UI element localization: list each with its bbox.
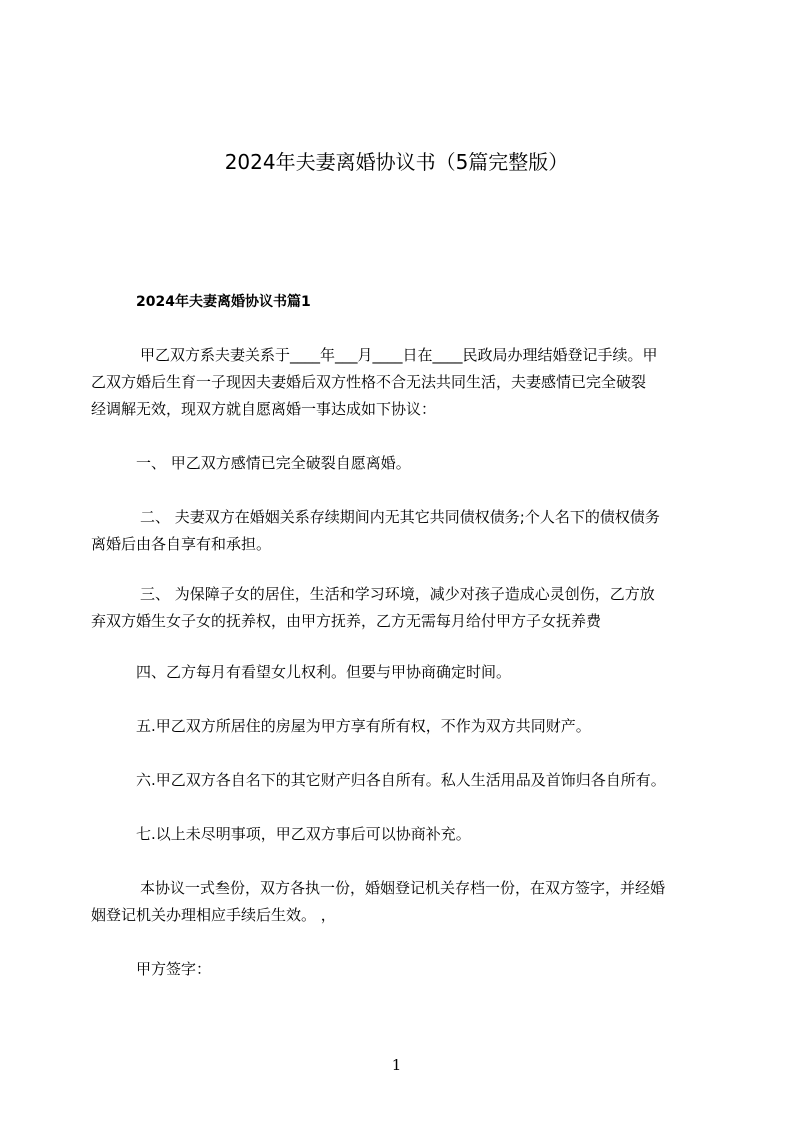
clause-3-line-2: 弃双方婚生女子女的抚养权，由甲方抚养，乙方无需每月给付甲方子女抚养费: [91, 612, 602, 630]
clause-3-line-1: 三、 为保障子女的居住，生活和学习环境，减少对孩子造成心灵创伤，乙方放: [140, 585, 655, 603]
intro-line-1: 甲乙双方系夫妻关系于____年___月____日在____民政局办理结婚登记手续。甲: [140, 346, 658, 364]
clause-5: 五.甲乙双方所居住的房屋为甲方享有所有权，不作为双方共同财产。: [136, 717, 591, 735]
document-title: 2024年夫妻离婚协议书（5篇完整版）: [224, 150, 569, 174]
page-number: 1: [391, 1056, 402, 1074]
closing-line-2: 姻登记机关办理相应手续后生效。 ，: [91, 906, 336, 924]
signature-label: 甲方签字：: [136, 960, 212, 978]
intro-line-2: 乙双方婚后生育一子现因夫妻婚后双方性格不合无法共同生活，夫妻感情已完全破裂: [91, 373, 647, 391]
clause-7: 七.以上未尽明事项，甲乙双方事后可以协商补充。: [136, 825, 471, 843]
clause-1: 一、 甲乙双方感情已完全破裂自愿离婚。: [136, 454, 411, 472]
clause-6: 六.甲乙双方各自名下的其它财产归各自所有。私人生活用品及首饰归各自所有。: [136, 771, 666, 789]
clause-2-line-2: 离婚后由各自享有和承担。: [91, 535, 272, 553]
closing-line-1: 本协议一式叁份，双方各执一份，婚姻登记机关存档一份，在双方签字，并经婚: [140, 879, 666, 897]
intro-line-3: 经调解无效，现双方就自愿离婚一事达成如下协议：: [91, 400, 437, 418]
clause-4: 四、乙方每月有看望女儿权利。但要与甲协商确定时间。: [136, 663, 512, 681]
clause-2-line-1: 二、 夫妻双方在婚姻关系存续期间内无其它共同债权债务;个人名下的债权债务: [140, 508, 660, 526]
section-heading: 2024年夫妻离婚协议书篇1: [136, 294, 311, 310]
